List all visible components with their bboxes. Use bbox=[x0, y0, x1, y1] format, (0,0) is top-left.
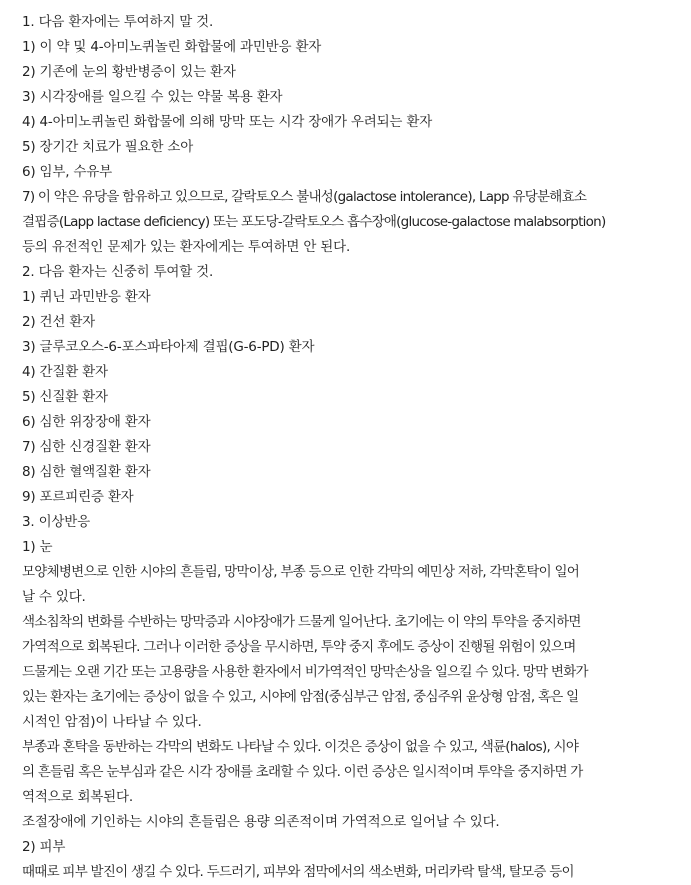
paragraph-line: 조절장애에 기인하는 시야의 흔들림은 용량 의존적이며 가역적으로 일어날 수 있다. bbox=[22, 814, 500, 830]
list-item: 6) 임부, 수유부 bbox=[22, 164, 112, 180]
paragraph-line: 의 흔들림 혹은 눈부심과 같은 시각 장애를 초래할 수 있다. 이런 증상은 일시적이며 투약을 중지하면 가 bbox=[22, 764, 583, 780]
list-item: 3) 시각장애를 일으킬 수 있는 약물 복용 환자 bbox=[22, 89, 283, 105]
paragraph-line: 역적으로 회복된다. bbox=[22, 789, 133, 805]
list-item: 7) 심한 신경질환 환자 bbox=[22, 439, 151, 455]
paragraph-line: 모양체병변으로 인한 시야의 흔들림, 망막이상, 부종 등으로 인한 각막의 예민상 저하, 각막혼탁이 일어 bbox=[22, 564, 580, 580]
paragraph-line: 등의 유전적인 문제가 있는 환자에게는 투여하면 안 된다. bbox=[22, 239, 351, 255]
section-3-heading: 3. 이상반응 bbox=[22, 514, 90, 530]
paragraph-line: 날 수 있다. bbox=[22, 589, 86, 605]
list-item: 6) 심한 위장장애 환자 bbox=[22, 414, 151, 430]
paragraph-line: 드물게는 오랜 기간 또는 고용량을 사용한 환자에서 비가역적인 망막손상을 일으킬 수 있다. 망막 변화가 bbox=[22, 664, 588, 680]
paragraph-line: 시적인 암점)이 나타날 수 있다. bbox=[22, 714, 202, 730]
section-2-heading: 2. 다음 환자는 신중히 투여할 것. bbox=[22, 264, 214, 280]
paragraph-line: 색소침착의 변화를 수반하는 망막증과 시야장애가 드물게 일어난다. 초기에는 이 약의 투약을 중지하면 bbox=[22, 614, 581, 630]
paragraph-line: 부종과 혼탁을 동반하는 각막의 변화도 나타날 수 있다. 이것은 증상이 없을 수 있고, 색륜(halos), 시야 bbox=[22, 739, 579, 755]
list-item: 5) 신질환 환자 bbox=[22, 389, 108, 405]
paragraph-line: 가역적으로 회복된다. 그러나 이러한 증상을 무시하면, 투약 중지 후에도 증상이 진행될 위험이 있으며 bbox=[22, 639, 576, 655]
list-item: 5) 장기간 치료가 필요한 소아 bbox=[22, 139, 194, 155]
list-item: 2) 기존에 눈의 황반병증이 있는 환자 bbox=[22, 64, 236, 80]
list-item: 1) 퀴닌 과민반응 환자 bbox=[22, 289, 151, 305]
list-item: 8) 심한 혈액질환 환자 bbox=[22, 464, 151, 480]
list-item: 1) 이 약 및 4-아미노퀴놀린 화합물에 과민반응 환자 bbox=[22, 39, 322, 55]
list-item: 7) 이 약은 유당을 함유하고 있으므로, 갈락토오스 불내성(galactose intolerance), Lapp 유당분해효소 bbox=[22, 189, 587, 205]
subsection-heading: 1) 눈 bbox=[22, 539, 53, 555]
list-item: 2) 건선 환자 bbox=[22, 314, 96, 330]
list-item: 4) 4-아미노퀴놀린 화합물에 의해 망막 또는 시각 장애가 우려되는 환자 bbox=[22, 114, 433, 130]
list-item: 9) 포르피린증 환자 bbox=[22, 489, 134, 505]
paragraph-line: 있는 환자는 초기에는 증상이 없을 수 있고, 시야에 암점(중심부근 암점, 중심주위 윤상형 암점, 혹은 일 bbox=[22, 689, 579, 705]
section-1-heading: 1. 다음 환자에는 투여하지 말 것. bbox=[22, 14, 214, 30]
paragraph-line: 결핍증(Lapp lactase deficiency) 또는 포도당-갈락토오스 흡수장애(glucose-galactose malabsorption) bbox=[22, 214, 606, 230]
paragraph-line: 때때로 피부 발진이 생길 수 있다. 두드러기, 피부와 점막에서의 색소변화, 머리카락 탈색, 탈모증 등이 bbox=[22, 864, 574, 880]
subsection-heading: 2) 피부 bbox=[22, 839, 66, 855]
list-item: 4) 간질환 환자 bbox=[22, 364, 108, 380]
list-item: 3) 글루코오스-6-포스파타아제 결핍(G-6-PD) 환자 bbox=[22, 339, 315, 355]
